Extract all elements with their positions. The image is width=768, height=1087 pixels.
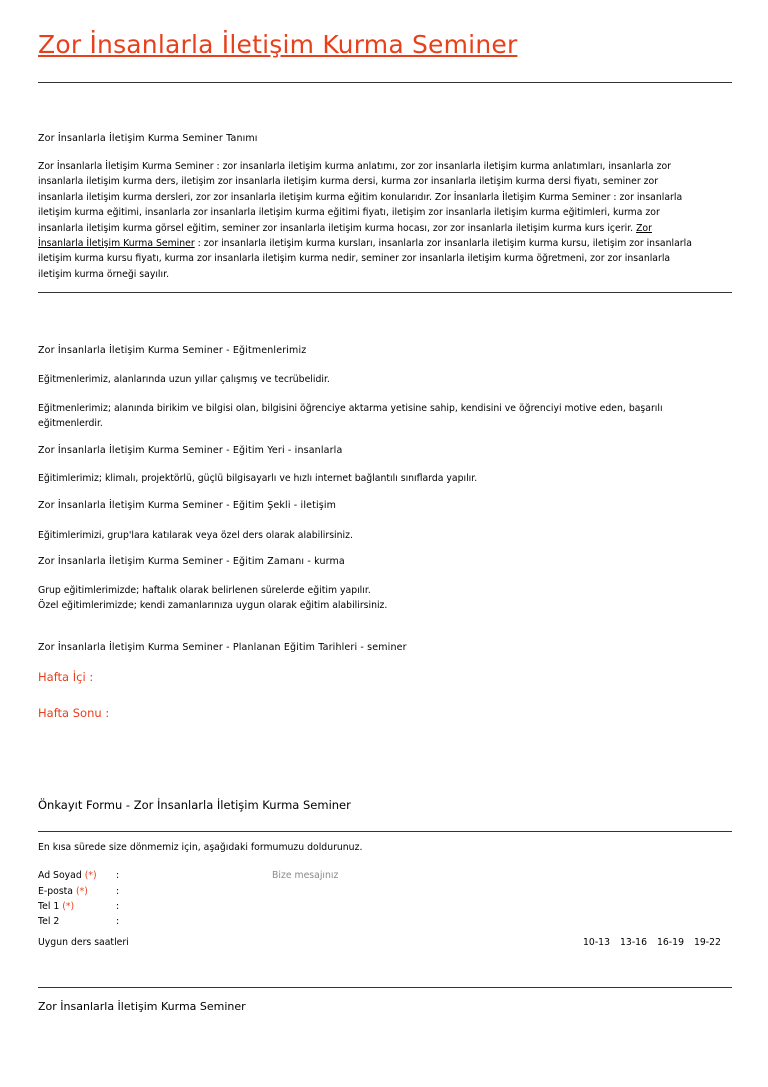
message-textarea[interactable]: Bize mesajınız bbox=[272, 870, 339, 881]
field-label-text: E-posta bbox=[38, 886, 74, 897]
form-divider bbox=[38, 831, 732, 832]
format-text: Eğitimlerimizi, grup'lara katılarak veya özel ders olarak alabilirsiniz. bbox=[38, 530, 353, 541]
timing-text-line: Grup eğitimlerimizde; haftalık olarak belirlenen sürelerde eğitim yapılır. bbox=[38, 585, 371, 596]
seminer-link-start[interactable]: Zor bbox=[636, 222, 652, 234]
planned-heading: Zor İnsanlarla İletişim Kurma Seminer - Planlanan Eğitim Tarihleri - seminer bbox=[38, 642, 407, 653]
field-label-text: Ad Soyad bbox=[38, 870, 82, 881]
hour-slots bbox=[576, 937, 721, 948]
form-title: Önkayıt Formu - Zor İnsanlarla İletişim Kurma Seminer bbox=[38, 798, 351, 812]
required-marker: (*) bbox=[75, 886, 88, 897]
definition-line: iletişim kurma kursu fiyatı, kurma zor insanlarla iletişim kurma nedir, seminer zor insanlarla iletişim kurma öğretmeni, zor zor insanlarla bbox=[38, 253, 671, 265]
definition-line: Zor İnsanlarla İletişim Kurma Seminer : zor insanlarla iletişim kurma anlatımı, zor zor insanlarla iletişim kurma anlatımları, insanlarla zor bbox=[38, 161, 671, 172]
definition-line: insanlarla iletişim kurma dersleri, zor zor insanlarla iletişim kurma eğitim konularıdır. Zor İnsanlarla İletişim Kurma Seminer : zor insanlarla bbox=[38, 191, 683, 203]
form-intro: En kısa sürede size dönmemiz için, aşağıdaki formumuzu doldurunuz. bbox=[38, 842, 363, 853]
timing-text bbox=[38, 583, 734, 614]
location-heading: Zor İnsanlarla İletişim Kurma Seminer - Eğitim Yeri - insanlarla bbox=[38, 445, 343, 456]
weekdays-label: Hafta İçi : bbox=[38, 670, 94, 684]
location-text: Eğitimlerimiz; klimalı, projektörlü, güçlü bilgisayarlı ve hızlı internet bağlantılı sınıflarda yapılır. bbox=[38, 473, 478, 484]
timing-heading: Zor İnsanlarla İletişim Kurma Seminer - Eğitim Zamanı - kurma bbox=[38, 556, 345, 567]
page-title: Zor İnsanlarla İletişim Kurma Seminer bbox=[38, 30, 518, 59]
definition-line: insanlarla iletişim kurma ders, iletişim zor insanlarla iletişim kurma dersi, kurma zor insanlarla iletişim kurma dersi fiyatı, seminer zor bbox=[38, 176, 659, 188]
email-field-label bbox=[38, 886, 88, 897]
hour-slot-option[interactable]: 16-19 bbox=[656, 937, 684, 948]
hour-slot-option[interactable]: 19-22 bbox=[693, 937, 721, 948]
definition-line-text: : zor insanlarla iletişim kurma kursları, insanlarla zor insanlarla iletişim kurma kursu, iletişim zor insanlarla bbox=[194, 238, 692, 250]
tel1-field-label bbox=[38, 901, 74, 912]
timing-text-line: Özel eğitimlerimizde; kendi zamanlarınıza uygun olarak eğitim alabilirsiniz. bbox=[38, 600, 388, 612]
required-marker: (*) bbox=[62, 901, 75, 912]
definition-line bbox=[38, 221, 734, 236]
name-field-input[interactable]: : bbox=[116, 870, 120, 881]
hours-label: Uygun ders saatleri bbox=[38, 937, 129, 948]
required-marker: (*) bbox=[84, 870, 97, 881]
tel1-field-input[interactable]: : bbox=[116, 901, 120, 912]
tel2-field-label bbox=[38, 916, 59, 927]
definition-heading: Zor İnsanlarla İletişim Kurma Seminer Tanımı bbox=[38, 133, 258, 144]
trainers-p1: Eğitmenlerimiz, alanlarında uzun yıllar çalışmış ve tecrübelidir. bbox=[38, 374, 330, 385]
trainers-heading: Zor İnsanlarla İletişim Kurma Seminer - Eğitmenlerimiz bbox=[38, 345, 307, 356]
definition-line-text: insanlarla iletişim kurma görsel eğitim, seminer zor insanlarla iletişim kurma hocası, zor zor insanlarla iletişim kurma kurs içerir. bbox=[38, 222, 634, 234]
format-heading: Zor İnsanlarla İletişim Kurma Seminer - Eğitim Şekli - iletişim bbox=[38, 500, 337, 511]
footer-divider bbox=[38, 987, 732, 988]
field-label-text: Tel 2 bbox=[38, 916, 60, 927]
name-field-label bbox=[38, 870, 97, 881]
definition-line: iletişim kurma örneği sayılır. bbox=[38, 268, 170, 280]
definition-divider bbox=[38, 292, 732, 293]
trainers-p2 bbox=[38, 401, 734, 432]
trainers-p2-line: eğitmenlerdir. bbox=[38, 418, 103, 430]
field-label-text: Tel 1 bbox=[38, 901, 60, 912]
weekend-label: Hafta Sonu : bbox=[38, 706, 110, 720]
hour-slot-option[interactable]: 10-13 bbox=[583, 937, 611, 948]
footer-text: Zor İnsanlarla İletişim Kurma Seminer bbox=[38, 1000, 246, 1013]
email-field-input[interactable]: : bbox=[116, 886, 120, 897]
definition-body bbox=[38, 159, 734, 282]
tel2-field-input[interactable]: : bbox=[116, 916, 120, 927]
hour-slot-option[interactable]: 13-16 bbox=[619, 937, 647, 948]
seminer-link[interactable]: İnsanlarla İletişim Kurma Seminer bbox=[38, 238, 195, 250]
definition-line bbox=[38, 236, 734, 251]
trainers-p2-line: Eğitmenlerimiz; alanında birikim ve bilgisi olan, bilgisini öğrenciye aktarma yetisine sahip, kendisini ve öğrenciyi motive eden, başarılı bbox=[38, 403, 663, 414]
title-divider bbox=[38, 82, 732, 83]
definition-line: iletişim kurma eğitimi, insanlarla zor insanlarla iletişim kurma eğitimi fiyatı, iletişim zor insanlarla iletişim kurma eğitimleri, kurma zor bbox=[38, 207, 660, 219]
